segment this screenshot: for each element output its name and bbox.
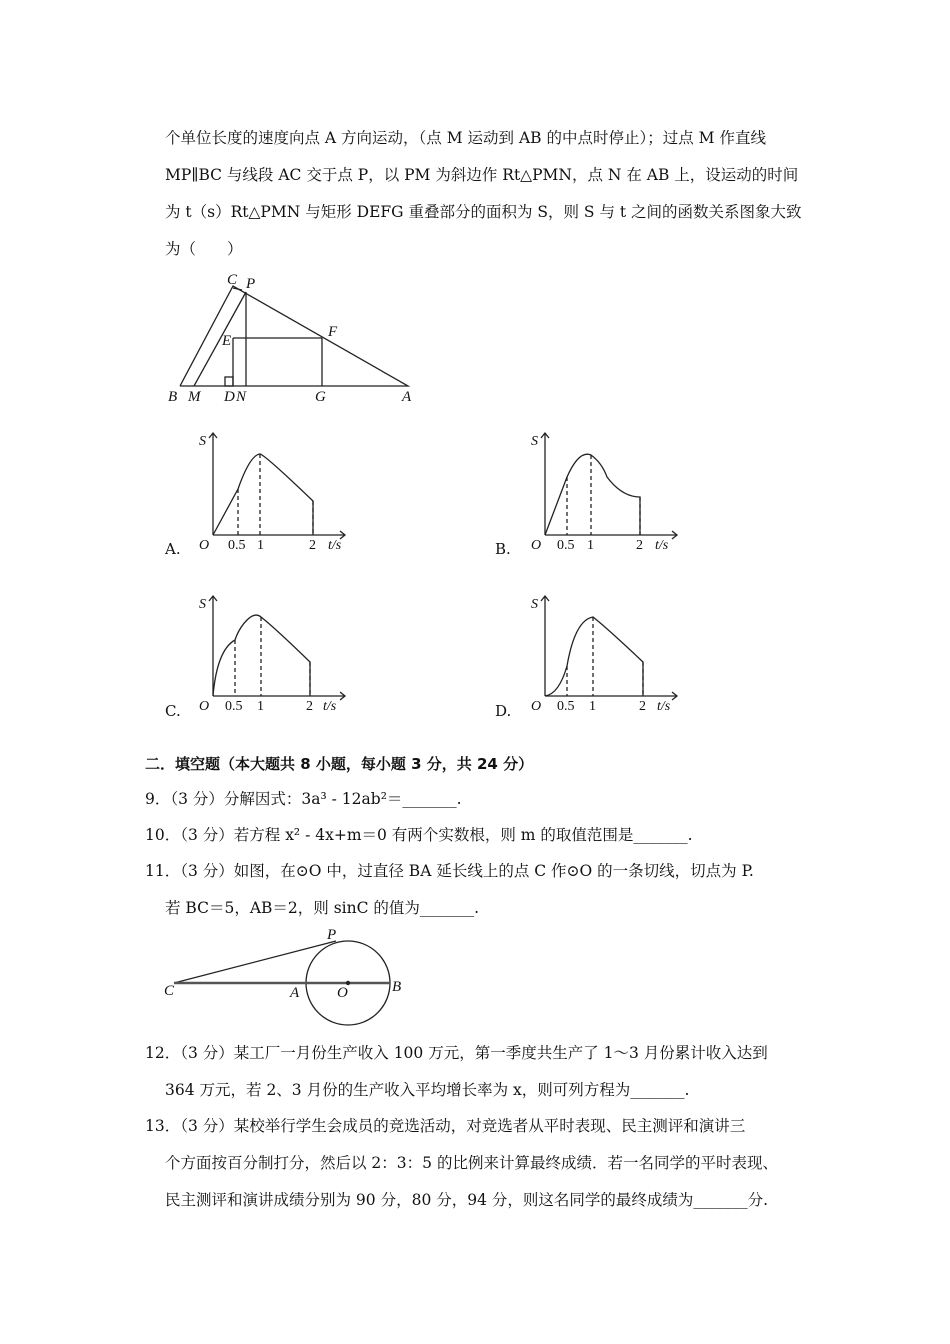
label-G: G bbox=[315, 389, 326, 405]
graph-D-t05: 0.5 bbox=[557, 699, 575, 714]
graph-A-t05: 0.5 bbox=[228, 538, 246, 553]
circle-label-O: O bbox=[337, 985, 348, 1001]
graph-C-t2: 2 bbox=[306, 699, 313, 714]
graph-B bbox=[527, 425, 687, 555]
label-C: C bbox=[227, 272, 238, 288]
graph-D-O: O bbox=[531, 699, 542, 714]
label-P: P bbox=[246, 276, 256, 292]
graph-A-O: O bbox=[199, 538, 210, 553]
q11-line-1: 11．（3 分）如图，在⊙O 中，过直径 BA 延长线上的点 C 作⊙O 的一条切线，切点为 P. bbox=[145, 862, 754, 880]
graph-B-S: S bbox=[531, 434, 538, 449]
graph-C-S: S bbox=[199, 597, 206, 612]
graph-A-axis: t/s bbox=[328, 538, 342, 553]
graph-D-axis: t/s bbox=[657, 699, 671, 714]
option-A-label: A. bbox=[165, 540, 181, 558]
triangle-figure bbox=[160, 268, 430, 408]
problem8-line-2: MP∥BC 与线段 AC 交于点 P，以 PM 为斜边作 Rt△PMN，点 N 在 AB 上，设运动的时间 bbox=[165, 166, 799, 184]
problem8-line-1: 个单位长度的速度向点 A 方向运动，（点 M 运动到 AB 的中点时停止）；过点 M 作直线 bbox=[165, 129, 766, 147]
circle-figure bbox=[160, 925, 420, 1035]
graph-D-t1: 1 bbox=[589, 699, 596, 714]
q12-line-1: 12．（3 分）某工厂一月份生产收入 100 万元，第一季度共生产了 1～3 月份累计收入达到 bbox=[145, 1044, 768, 1062]
label-E: E bbox=[222, 333, 232, 349]
circle-label-P: P bbox=[327, 927, 337, 943]
q11-line-2: 若 BC＝5，AB＝2，则 sinC 的值为_______. bbox=[165, 899, 480, 917]
graph-B-O: O bbox=[531, 538, 542, 553]
graph-A-t2: 2 bbox=[309, 538, 316, 553]
option-D-label: D. bbox=[495, 702, 512, 720]
problem8-line-3: 为 t（s）Rt△PMN 与矩形 DEFG 重叠部分的面积为 S，则 S 与 t 之间的函数关系图象大致 bbox=[165, 203, 802, 221]
label-D: D bbox=[224, 389, 235, 405]
graph-B-t1: 1 bbox=[587, 538, 594, 553]
graph-C-t05: 0.5 bbox=[225, 699, 243, 714]
graph-B-axis: t/s bbox=[655, 538, 669, 553]
label-A: A bbox=[402, 389, 412, 405]
graph-D bbox=[527, 588, 687, 718]
option-C-label: C. bbox=[165, 702, 181, 720]
circle-label-B: B bbox=[392, 979, 402, 995]
q13-line-2: 个方面按百分制打分，然后以 2：3：5 的比例来计算最终成绩．若一名同学的平时表现、 bbox=[165, 1154, 778, 1172]
section2-title: 二．填空题（本大题共 8 小题，每小题 3 分，共 24 分） bbox=[145, 755, 534, 773]
circle-label-A: A bbox=[290, 985, 300, 1001]
label-F: F bbox=[328, 324, 338, 340]
label-N: N bbox=[236, 389, 247, 405]
label-B: B bbox=[168, 389, 178, 405]
q13-line-1: 13．（3 分）某校举行学生会成员的竞选活动，对竞选者从平时表现、民主测评和演讲三 bbox=[145, 1117, 746, 1135]
q13-line-3: 民主测评和演讲成绩分别为 90 分，80 分，94 分，则这名同学的最终成绩为_______分. bbox=[165, 1191, 769, 1209]
graph-B-t05: 0.5 bbox=[557, 538, 575, 553]
q10-text: 10．（3 分）若方程 x² - 4x+m＝0 有两个实数根，则 m 的取值范围是_______. bbox=[145, 826, 693, 844]
graph-A-t1: 1 bbox=[257, 538, 264, 553]
graph-C-O: O bbox=[199, 699, 210, 714]
graph-A bbox=[195, 425, 355, 555]
graph-D-t2: 2 bbox=[639, 699, 646, 714]
graph-D-S: S bbox=[531, 597, 538, 612]
problem8-line-4: 为（ ） bbox=[165, 240, 243, 258]
graph-C-t1: 1 bbox=[257, 699, 264, 714]
q12-line-2: 364 万元，若 2、3 月份的生产收入平均增长率为 x，则可列方程为_______. bbox=[165, 1081, 690, 1099]
graph-A-S: S bbox=[199, 434, 206, 449]
graph-C bbox=[195, 588, 355, 718]
graph-C-axis: t/s bbox=[323, 699, 337, 714]
option-B-label: B. bbox=[495, 540, 511, 558]
q9-text: 9．（3 分）分解因式：3a³ - 12ab²＝_______. bbox=[145, 790, 462, 808]
circle-label-C: C bbox=[164, 983, 175, 999]
graph-B-t2: 2 bbox=[636, 538, 643, 553]
label-M: M bbox=[188, 389, 201, 405]
